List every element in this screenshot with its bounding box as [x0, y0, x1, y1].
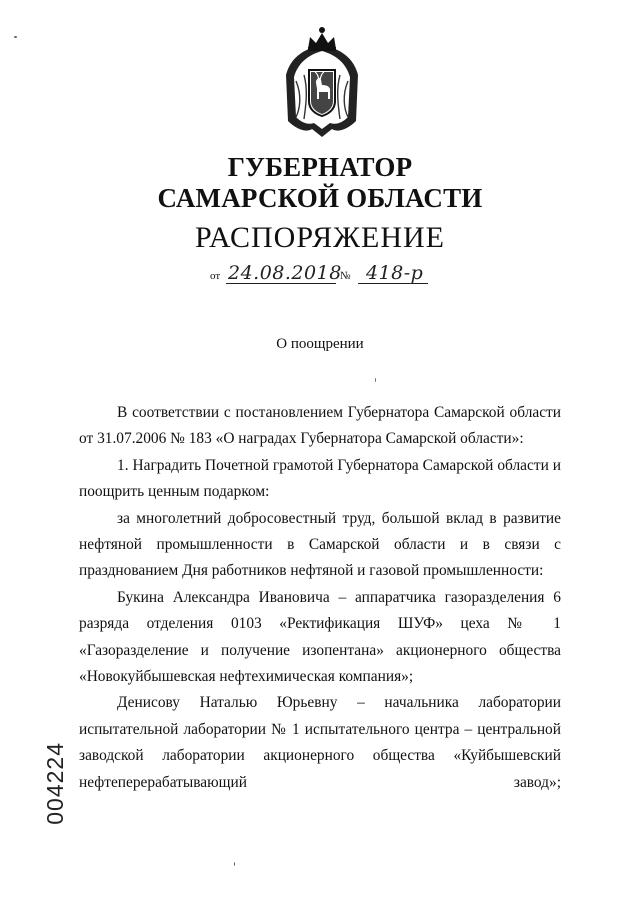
paragraph-award-decision: 1. Наградить Почетной грамотой Губернатора Самарской области и поощрить ценным подарком:: [79, 456, 561, 501]
coat-of-arms-emblem: [282, 25, 362, 141]
document-subject: О поощрении: [276, 336, 364, 352]
handwritten-date: 24.08.2018: [228, 262, 342, 284]
authority-title-line2: САМАРСКОЙ ОБЛАСТИ: [157, 183, 483, 213]
date-from-label: от: [210, 270, 221, 282]
document-type-heading: РАСПОРЯЖЕНИЕ: [194, 221, 446, 254]
date-number-line: [210, 258, 430, 286]
authority-title-line1: ГУБЕРНАТОР: [227, 152, 413, 182]
paragraph-award-reason: за многолетний добросовестный труд, большой вклад в развитие нефтяной промышленности в Самарской области и в связи с празднованием Дня работников нефтяной и газовой промышленности:: [79, 509, 561, 580]
paragraph-awardee-1: Букина Александра Ивановича – аппаратчика газоразделения 6 разряда отделения 0103 «Ректификация ШУФ» цеха № 1 «Газоразделение и получение изопентана» акционерного общества «Новокуйбышевская нефтехимическая компания»;: [79, 588, 561, 686]
scan-speck: [234, 862, 235, 866]
scan-speck: [14, 36, 17, 38]
scan-speck: [375, 378, 376, 382]
handwritten-number: 418-р: [366, 262, 424, 284]
registration-number-stamp: 004224: [42, 742, 68, 825]
number-label: №: [340, 270, 351, 282]
paragraph-preamble: В соответствии с постановлением Губернатора Самарской области от 31.07.2006 № 183 «О наградах Губернатора Самарской области»:: [79, 404, 561, 448]
document-body: [79, 400, 561, 796]
paragraph-awardee-2: Денисову Наталью Юрьевну – начальника лаборатории испытательной лаборатории № 1 испытательного центра – центральной заводской лаборатории акционерного общества «Куйбышевский нефтеперерабатывающий завод»;: [79, 694, 561, 791]
